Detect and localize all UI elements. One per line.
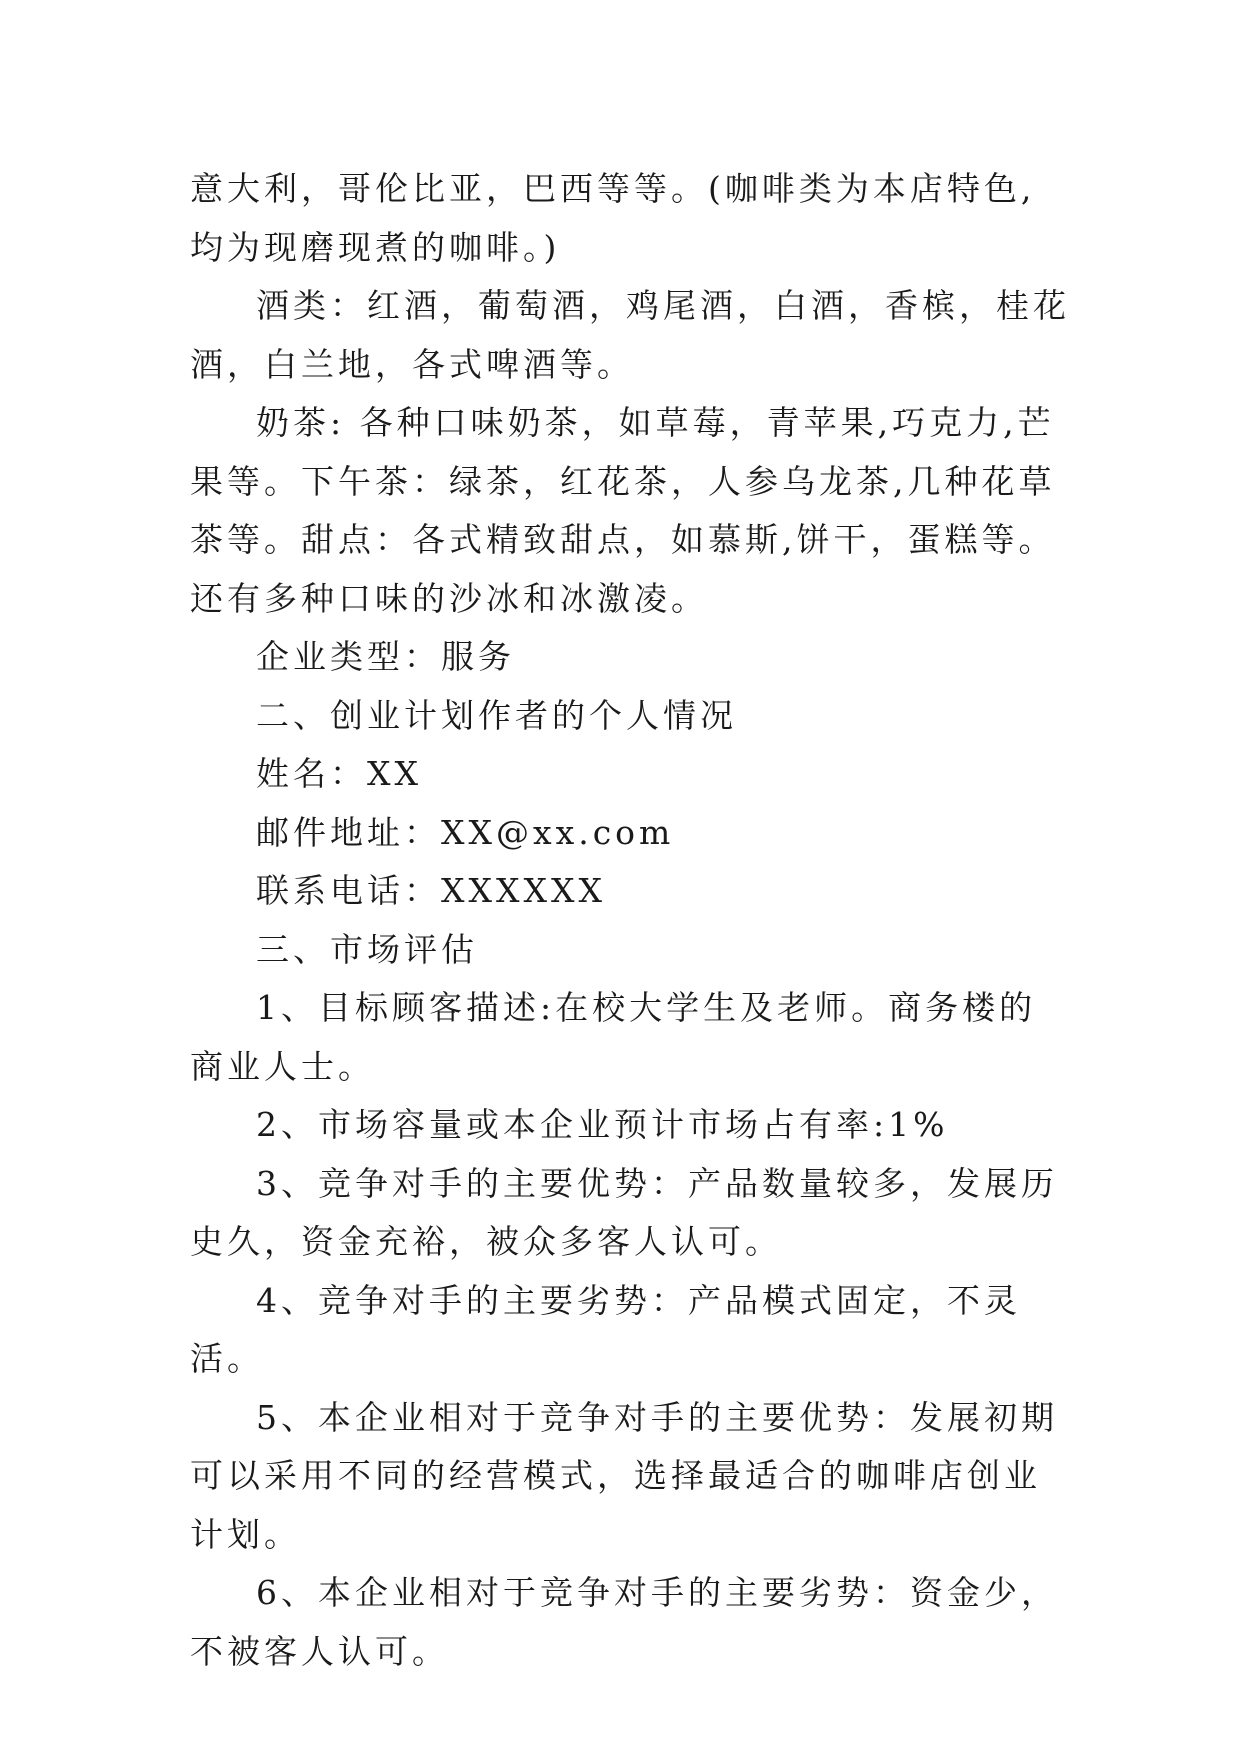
paragraph-our-strengths: 5、本企业相对于竞争对手的主要优势：发展初期可以采用不同的经营模式，选择最适合的咖啡店创业计划。 bbox=[190, 1397, 1058, 1554]
paragraph-our-weaknesses: 6、本企业相对于竞争对手的主要劣势：资金少，不被客人认可。 bbox=[190, 1573, 1058, 1671]
paragraph-market-share: 2、市场容量或本企业预计市场占有率:1% bbox=[256, 1105, 949, 1144]
paragraph-name: 姓名：XX bbox=[256, 754, 422, 793]
paragraph-competitor-weaknesses: 4、竞争对手的主要劣势：产品模式固定，不灵活。 bbox=[190, 1280, 1021, 1378]
paragraph-business-type: 企业类型：服务 bbox=[256, 637, 515, 676]
section-heading-market: 三、市场评估 bbox=[256, 929, 478, 969]
paragraph-email: 邮件地址：XX@xx.com bbox=[256, 812, 675, 852]
paragraph-competitor-strengths: 3、竞争对手的主要优势：产品数量较多，发展历史久，资金充裕，被众多客人认可。 bbox=[190, 1163, 1058, 1261]
paragraph-coffee-origins: 意大利，哥伦比亚，巴西等等。(咖啡类为本店特色,均为现磨现煮的咖啡。) bbox=[190, 169, 1036, 267]
section-heading-author: 二、创业计划作者的个人情况 bbox=[256, 695, 737, 735]
paragraph-target-customers: 1、目标顾客描述:在校大学生及老师。商务楼的商业人士。 bbox=[190, 988, 1037, 1086]
paragraph-liquor: 酒类：红酒，葡萄酒，鸡尾酒，白酒，香槟，桂花酒，白兰地，各式啤酒等。 bbox=[190, 286, 1070, 384]
paragraph-phone: 联系电话：XXXXXX bbox=[256, 871, 606, 910]
paragraph-milk-tea-desserts: 奶茶: 各种口味奶茶，如草莓，青苹果,巧克力,芒果等。下午茶：绿茶，红花茶，人参乌龙茶,几种花草茶等。甜点：各式精致甜点，如慕斯,饼干，蛋糕等。还有多种口味的沙冰和冰激凌。 bbox=[190, 403, 1056, 618]
document-body bbox=[190, 160, 1070, 1681]
